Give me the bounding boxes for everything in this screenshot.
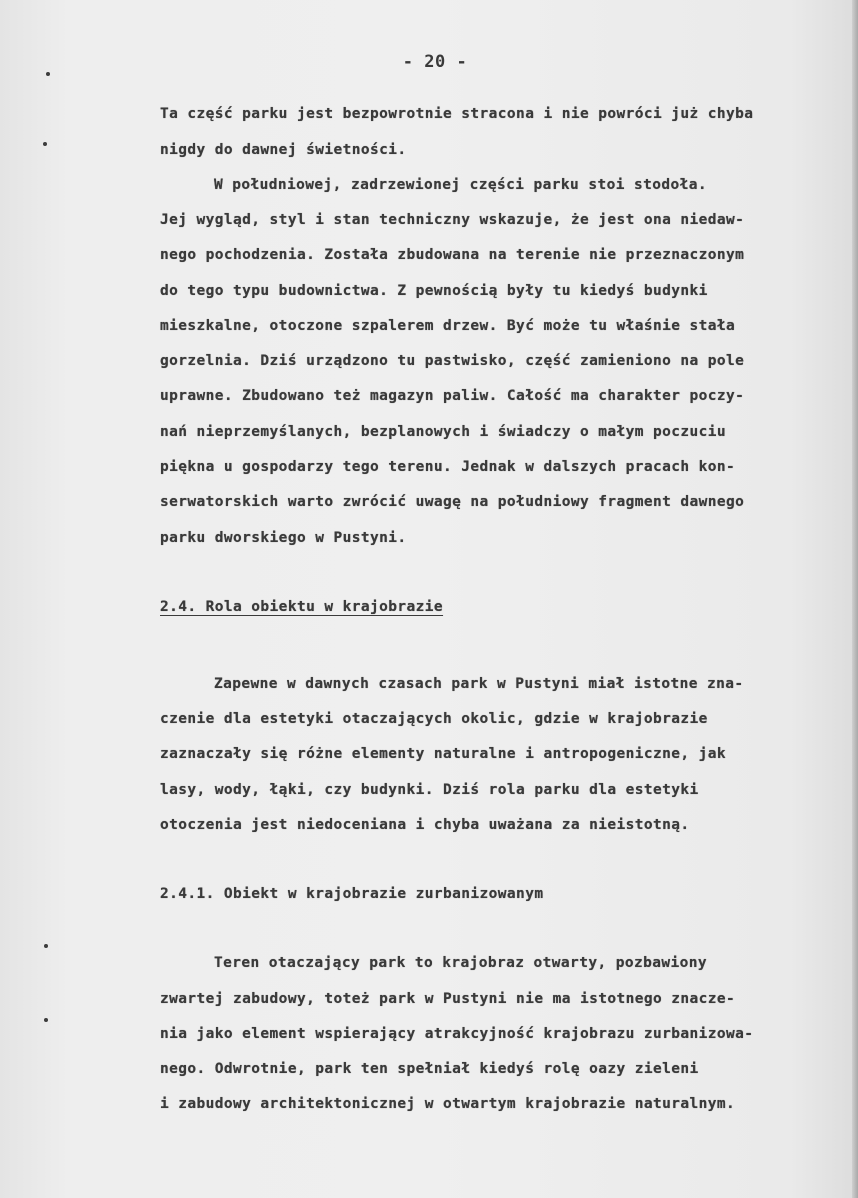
text-line: nego. Odwrotnie, park ten spełniał kiedyś rolę oazy zieleni <box>160 1061 699 1077</box>
text-line: otoczenia jest niedoceniana i chyba uważana za nieistotną. <box>160 817 690 833</box>
text-line: parku dworskiego w Pustyni. <box>160 530 407 546</box>
text-line: Ta część parku jest bezpowrotnie stracona i nie powróci już chyba <box>160 106 754 122</box>
text-line: nań nieprzemyślanych, bezplanowych i świadczy o małym poczuciu <box>160 424 727 440</box>
text-line: Teren otaczający park to krajobraz otwarty, pozbawiony <box>214 955 708 971</box>
punch-hole-mark <box>44 944 48 948</box>
page-number: - 20 - <box>402 52 468 72</box>
text-line: Zapewne w dawnych czasach park w Pustyni miał istotne zna- <box>214 676 744 692</box>
text-line: nia jako element wspierający atrakcyjność krajobrazu zurbanizowa- <box>160 1026 754 1042</box>
text-line: nigdy do dawnej świetności. <box>160 142 407 158</box>
punch-hole-mark <box>46 72 50 76</box>
text-line: zwartej zabudowy, toteż park w Pustyni nie ma istotnego znacze- <box>160 991 736 1007</box>
text-line: W południowej, zadrzewionej części parku stoi stodoła. <box>214 177 708 193</box>
punch-hole-mark <box>44 1018 48 1022</box>
page-edge-shadow <box>852 0 858 1198</box>
text-line: uprawne. Zbudowano też magazyn paliw. Całość ma charakter poczy- <box>160 388 745 404</box>
text-line: nego pochodzenia. Została zbudowana na terenie nie przeznaczonym <box>160 247 745 263</box>
subsection-heading: 2.4.1. Obiekt w krajobrazie zurbanizowanym <box>160 886 544 902</box>
text-line: Jej wygląd, styl i stan techniczny wskazuje, że jest ona niedaw- <box>160 212 745 228</box>
text-line: lasy, wody, łąki, czy budynki. Dziś rola parku dla estetyki <box>160 782 699 798</box>
text-line: mieszkalne, otoczone szpalerem drzew. Być może tu właśnie stała <box>160 318 736 334</box>
text-line: czenie dla estetyki otaczających okolic, gdzie w krajobrazie <box>160 711 708 727</box>
text-line: zaznaczały się różne elementy naturalne i antropogeniczne, jak <box>160 746 727 762</box>
text-line: gorzelnia. Dziś urządzono tu pastwisko, część zamieniono na pole <box>160 353 745 369</box>
text-line: do tego typu budownictwa. Z pewnością były tu kiedyś budynki <box>160 283 708 299</box>
punch-hole-mark <box>43 142 47 146</box>
section-heading: 2.4. Rola obiektu w krajobrazie <box>160 599 444 615</box>
text-line: i zabudowy architektonicznej w otwartym krajobrazie naturalnym. <box>160 1096 736 1112</box>
text-line: piękna u gospodarzy tego terenu. Jednak w dalszych pracach kon- <box>160 459 736 475</box>
text-line: serwatorskich warto zwrócić uwagę na południowy fragment dawnego <box>160 494 745 510</box>
